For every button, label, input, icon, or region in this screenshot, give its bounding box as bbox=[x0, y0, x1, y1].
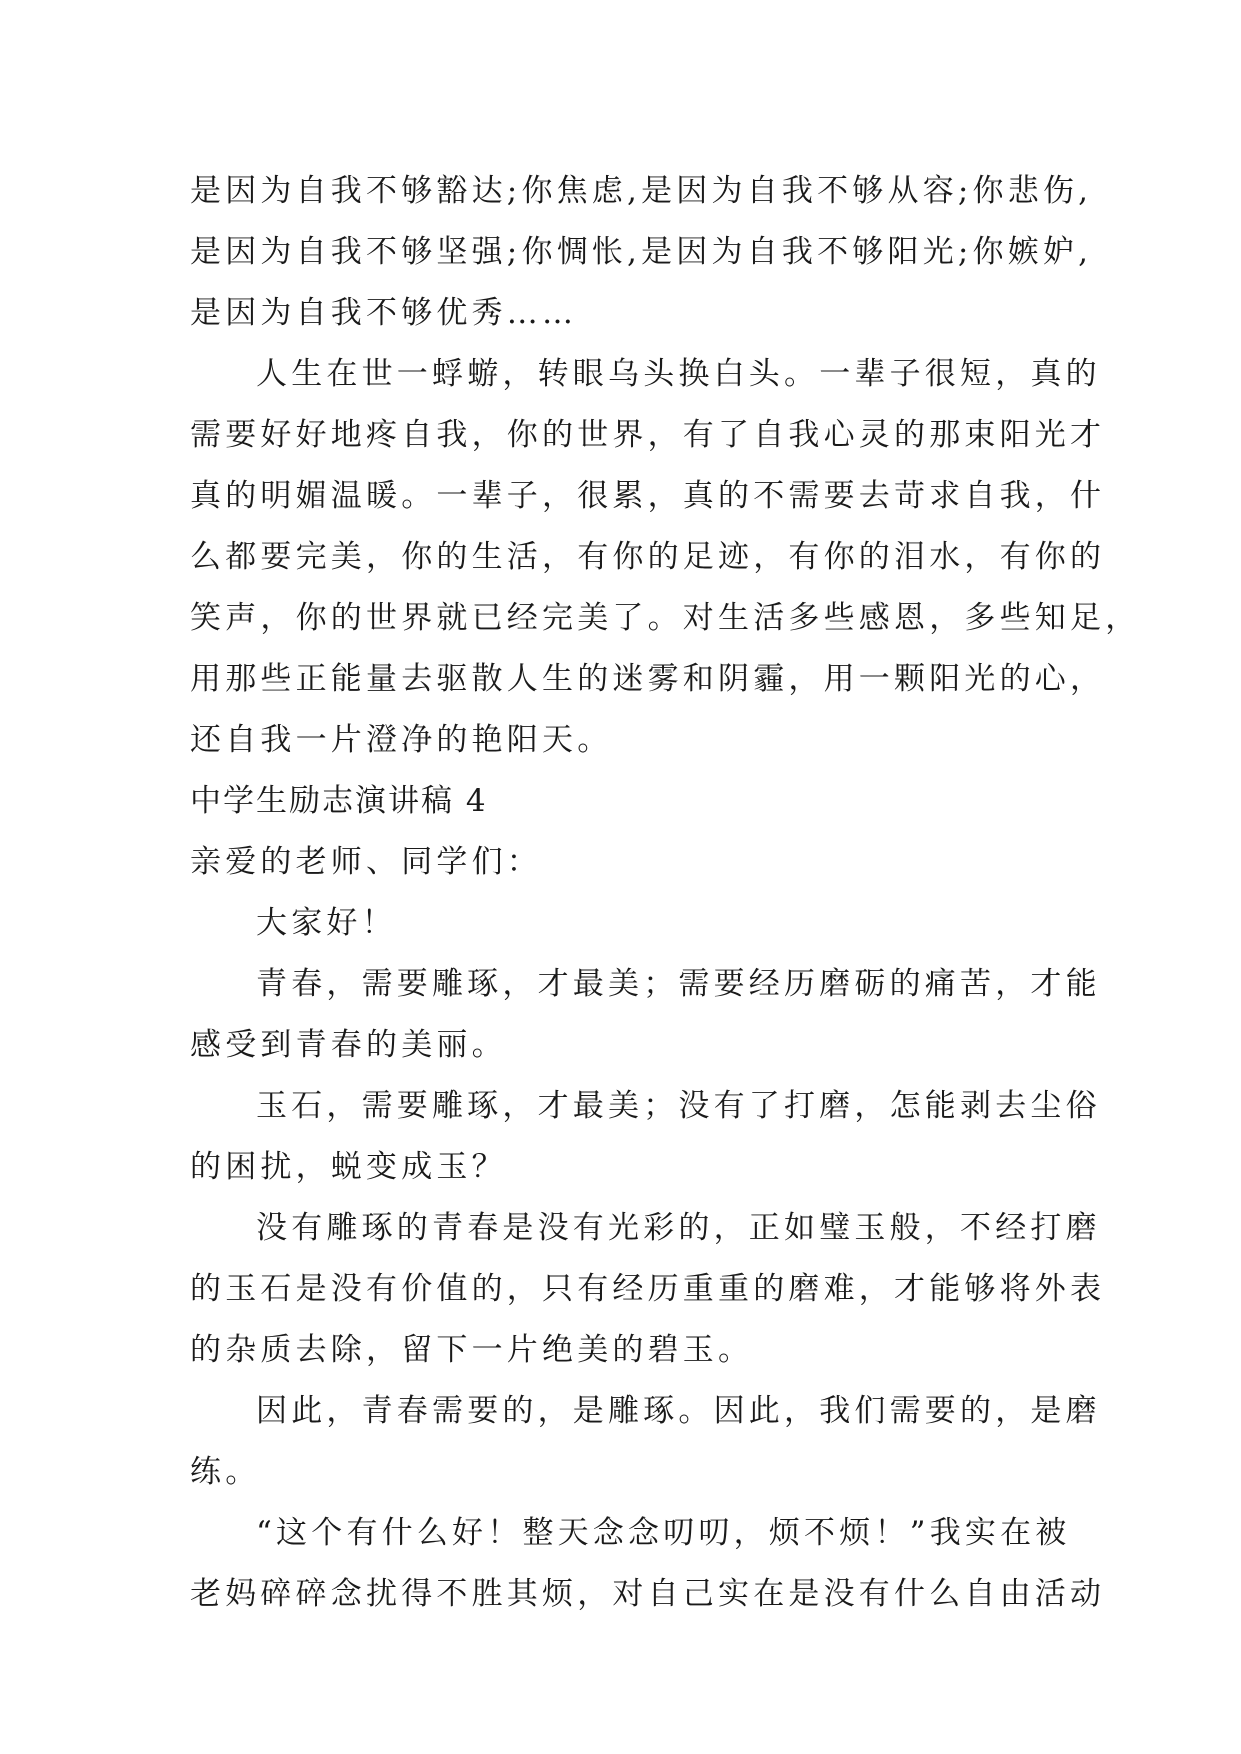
greeting-line: 大家好！ bbox=[256, 905, 397, 941]
paragraph-start-line: 青春，需要雕琢，才最美；需要经历磨砺的痛苦，才能 bbox=[256, 966, 1101, 1002]
text-line: 的困扰，蜕变成玉？ bbox=[190, 1149, 507, 1185]
paragraph-start-line: 人生在世一蜉蝣，转眼乌头换白头。一辈子很短，真的 bbox=[256, 356, 1101, 392]
text-line: 老妈碎碎念扰得不胜其烦，对自己实在是没有什么自由活动 bbox=[190, 1576, 1106, 1612]
paragraph-start-line: “这个有什么好！整天念念叨叨，烦不烦！”我实在被 bbox=[256, 1515, 1071, 1551]
text-line: 的杂质去除，留下一片绝美的碧玉。 bbox=[190, 1332, 754, 1368]
section-title: 中学生励志演讲稿 4 bbox=[190, 783, 488, 819]
text-line: 么都要完美，你的生活，有你的足迹，有你的泪水，有你的 bbox=[190, 539, 1106, 575]
text-line: 是因为自我不够优秀…… bbox=[190, 295, 578, 331]
text-line: 笑声，你的世界就已经完美了。对生活多些感恩，多些知足， bbox=[190, 600, 1141, 636]
paragraph-start-line: 没有雕琢的青春是没有光彩的，正如璧玉般，不经打磨 bbox=[256, 1210, 1101, 1246]
text-line: 练。 bbox=[190, 1454, 261, 1490]
text-line: 的玉石是没有价值的，只有经历重重的磨难，才能够将外表 bbox=[190, 1271, 1106, 1307]
text-line: 真的明媚温暖。一辈子，很累，真的不需要去苛求自我，什 bbox=[190, 478, 1106, 514]
text-line: 还自我一片澄净的艳阳天。 bbox=[190, 722, 613, 758]
paragraph-start-line: 因此，青春需要的，是雕琢。因此，我们需要的，是磨 bbox=[256, 1393, 1101, 1429]
text-line: 感受到青春的美丽。 bbox=[190, 1027, 507, 1063]
paragraph-start-line: 玉石，需要雕琢，才最美；没有了打磨，怎能剥去尘俗 bbox=[256, 1088, 1101, 1124]
document-body bbox=[190, 161, 1141, 1625]
text-line: 是因为自我不够豁达;你焦虑,是因为自我不够从容;你悲伤, bbox=[190, 173, 1093, 209]
text-line: 需要好好地疼自我，你的世界，有了自我心灵的那束阳光才 bbox=[190, 417, 1106, 453]
salutation: 亲爱的老师、同学们： bbox=[190, 844, 542, 880]
text-line: 是因为自我不够坚强;你惆怅,是因为自我不够阳光;你嫉妒, bbox=[190, 234, 1093, 270]
text-line: 用那些正能量去驱散人生的迷雾和阴霾，用一颗阳光的心， bbox=[190, 661, 1106, 697]
